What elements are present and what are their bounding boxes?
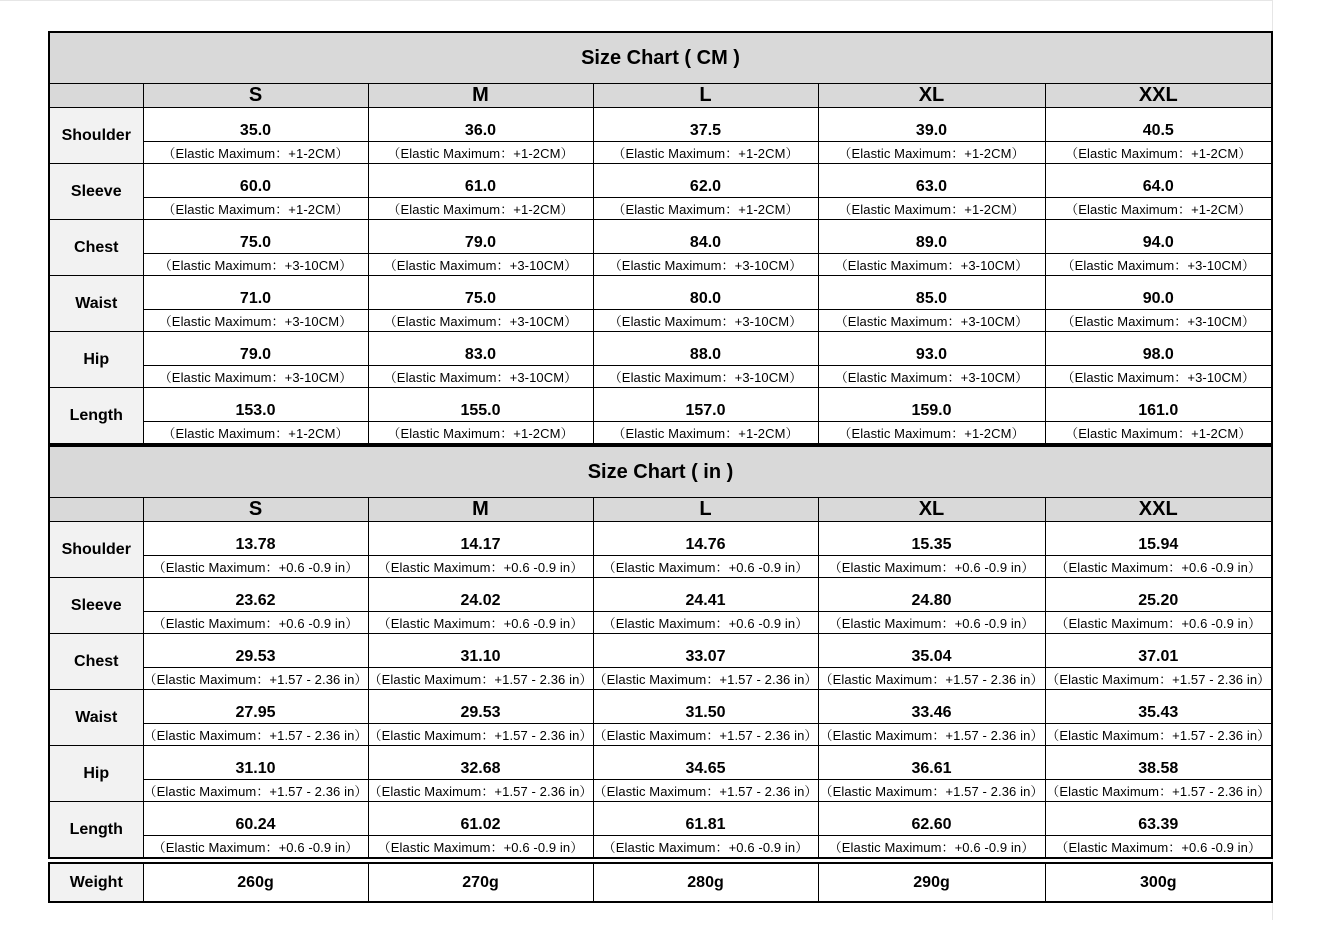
measurement-label: Sleeve — [49, 578, 143, 634]
size-header: M — [368, 84, 593, 108]
measurement-value: 90.0 — [1045, 276, 1272, 310]
elastic-note: （Elastic Maximum：+1.57 - 2.36 in） — [593, 668, 818, 690]
elastic-note: （Elastic Maximum：+0.6 -0.9 in） — [143, 556, 368, 578]
measurement-row — [49, 164, 1272, 198]
elastic-note: （Elastic Maximum：+3-10CM） — [368, 366, 593, 388]
measurement-value: 88.0 — [593, 332, 818, 366]
elastic-note: （Elastic Maximum：+1.57 - 2.36 in） — [593, 780, 818, 802]
measurement-value: 64.0 — [1045, 164, 1272, 198]
measurement-value: 98.0 — [1045, 332, 1272, 366]
size-chart-cm — [48, 31, 1273, 445]
title-row — [49, 32, 1272, 84]
measurement-label: Sleeve — [49, 164, 143, 220]
measurement-value: 15.35 — [818, 522, 1045, 556]
measurement-value: 63.39 — [1045, 802, 1272, 836]
elastic-note: （Elastic Maximum：+0.6 -0.9 in） — [143, 836, 368, 859]
measurement-value: 75.0 — [143, 220, 368, 254]
measurement-value: 75.0 — [368, 276, 593, 310]
elastic-note: （Elastic Maximum：+3-10CM） — [593, 310, 818, 332]
measurement-label: Length — [49, 388, 143, 445]
measurement-value: 23.62 — [143, 578, 368, 612]
elastic-note: （Elastic Maximum：+1.57 - 2.36 in） — [1045, 780, 1272, 802]
elastic-note: （Elastic Maximum：+3-10CM） — [143, 254, 368, 276]
elastic-note-row — [49, 422, 1272, 445]
elastic-note: （Elastic Maximum：+3-10CM） — [1045, 310, 1272, 332]
measurement-value: 14.76 — [593, 522, 818, 556]
measurement-value: 24.80 — [818, 578, 1045, 612]
size-header: XL — [818, 498, 1045, 522]
measurement-value: 80.0 — [593, 276, 818, 310]
elastic-note: （Elastic Maximum：+3-10CM） — [818, 366, 1045, 388]
elastic-note: （Elastic Maximum：+3-10CM） — [818, 310, 1045, 332]
elastic-note: （Elastic Maximum：+1-2CM） — [818, 198, 1045, 220]
chart-title: Size Chart ( in ) — [49, 446, 1272, 498]
elastic-note: （Elastic Maximum：+1.57 - 2.36 in） — [1045, 668, 1272, 690]
measurement-value: 35.04 — [818, 634, 1045, 668]
elastic-note: （Elastic Maximum：+0.6 -0.9 in） — [368, 836, 593, 859]
elastic-note-row — [49, 366, 1272, 388]
elastic-note: （Elastic Maximum：+1-2CM） — [368, 422, 593, 445]
measurement-value: 94.0 — [1045, 220, 1272, 254]
measurement-row — [49, 276, 1272, 310]
measurement-value: 31.50 — [593, 690, 818, 724]
measurement-label: Shoulder — [49, 108, 143, 164]
elastic-note: （Elastic Maximum：+3-10CM） — [818, 254, 1045, 276]
elastic-note-row — [49, 612, 1272, 634]
elastic-note: （Elastic Maximum：+1-2CM） — [1045, 198, 1272, 220]
elastic-note: （Elastic Maximum：+0.6 -0.9 in） — [1045, 836, 1272, 859]
measurement-row — [49, 522, 1272, 556]
measurement-value: 29.53 — [368, 690, 593, 724]
elastic-note: （Elastic Maximum：+0.6 -0.9 in） — [1045, 612, 1272, 634]
elastic-note: （Elastic Maximum：+1.57 - 2.36 in） — [143, 668, 368, 690]
elastic-note: （Elastic Maximum：+0.6 -0.9 in） — [143, 612, 368, 634]
measurement-label: Shoulder — [49, 522, 143, 578]
elastic-note: （Elastic Maximum：+3-10CM） — [593, 254, 818, 276]
measurement-value: 159.0 — [818, 388, 1045, 422]
size-header: XL — [818, 84, 1045, 108]
page-border-top — [0, 0, 1273, 1]
elastic-note-row — [49, 254, 1272, 276]
elastic-note: （Elastic Maximum：+1.57 - 2.36 in） — [818, 668, 1045, 690]
measurement-label: Chest — [49, 634, 143, 690]
measurement-value: 13.78 — [143, 522, 368, 556]
elastic-note: （Elastic Maximum：+1.57 - 2.36 in） — [593, 724, 818, 746]
elastic-note: （Elastic Maximum：+1-2CM） — [593, 142, 818, 164]
elastic-note-row — [49, 724, 1272, 746]
elastic-note-row — [49, 556, 1272, 578]
measurement-row — [49, 108, 1272, 142]
elastic-note: （Elastic Maximum：+1.57 - 2.36 in） — [143, 724, 368, 746]
elastic-note: （Elastic Maximum：+1.57 - 2.36 in） — [368, 724, 593, 746]
elastic-note: （Elastic Maximum：+1-2CM） — [368, 198, 593, 220]
elastic-note: （Elastic Maximum：+1-2CM） — [368, 142, 593, 164]
measurement-row — [49, 578, 1272, 612]
chart-title: Size Chart ( CM ) — [49, 32, 1272, 84]
measurement-row — [49, 388, 1272, 422]
measurement-value: 40.5 — [1045, 108, 1272, 142]
elastic-note: （Elastic Maximum：+0.6 -0.9 in） — [593, 836, 818, 859]
elastic-note: （Elastic Maximum：+1-2CM） — [818, 422, 1045, 445]
measurement-label: Hip — [49, 332, 143, 388]
weight-value: 300g — [1045, 863, 1272, 902]
measurement-value: 61.0 — [368, 164, 593, 198]
elastic-note-row — [49, 310, 1272, 332]
measurement-value: 84.0 — [593, 220, 818, 254]
measurement-value: 37.5 — [593, 108, 818, 142]
elastic-note-row — [49, 668, 1272, 690]
measurement-value: 29.53 — [143, 634, 368, 668]
measurement-value: 34.65 — [593, 746, 818, 780]
measurement-label: Waist — [49, 690, 143, 746]
measurement-value: 33.07 — [593, 634, 818, 668]
measurement-value: 79.0 — [143, 332, 368, 366]
measurement-value: 62.0 — [593, 164, 818, 198]
measurement-value: 155.0 — [368, 388, 593, 422]
measurement-value: 31.10 — [368, 634, 593, 668]
measurement-value: 25.20 — [1045, 578, 1272, 612]
weight-value: 280g — [593, 863, 818, 902]
elastic-note: （Elastic Maximum：+0.6 -0.9 in） — [593, 612, 818, 634]
size-header: XXL — [1045, 498, 1272, 522]
elastic-note: （Elastic Maximum：+1.57 - 2.36 in） — [1045, 724, 1272, 746]
measurement-value: 61.81 — [593, 802, 818, 836]
measurement-value: 33.46 — [818, 690, 1045, 724]
weight-value: 270g — [368, 863, 593, 902]
measurement-value: 36.61 — [818, 746, 1045, 780]
elastic-note: （Elastic Maximum：+1.57 - 2.36 in） — [368, 668, 593, 690]
elastic-note: （Elastic Maximum：+0.6 -0.9 in） — [818, 556, 1045, 578]
weight-value: 290g — [818, 863, 1045, 902]
elastic-note: （Elastic Maximum：+1-2CM） — [1045, 422, 1272, 445]
size-header-row — [49, 84, 1272, 108]
size-header: L — [593, 498, 818, 522]
elastic-note: （Elastic Maximum：+1-2CM） — [593, 422, 818, 445]
measurement-value: 79.0 — [368, 220, 593, 254]
elastic-note: （Elastic Maximum：+0.6 -0.9 in） — [818, 612, 1045, 634]
weight-table — [48, 862, 1273, 903]
measurement-value: 157.0 — [593, 388, 818, 422]
measurement-value: 27.95 — [143, 690, 368, 724]
size-header: M — [368, 498, 593, 522]
measurement-value: 24.41 — [593, 578, 818, 612]
elastic-note: （Elastic Maximum：+0.6 -0.9 in） — [593, 556, 818, 578]
measurement-value: 161.0 — [1045, 388, 1272, 422]
measurement-label: Chest — [49, 220, 143, 276]
elastic-note: （Elastic Maximum：+3-10CM） — [1045, 254, 1272, 276]
elastic-note: （Elastic Maximum：+1.57 - 2.36 in） — [368, 780, 593, 802]
elastic-note: （Elastic Maximum：+3-10CM） — [593, 366, 818, 388]
elastic-note: （Elastic Maximum：+3-10CM） — [368, 310, 593, 332]
measurement-value: 60.0 — [143, 164, 368, 198]
title-row — [49, 446, 1272, 498]
elastic-note: （Elastic Maximum：+3-10CM） — [1045, 366, 1272, 388]
elastic-note: （Elastic Maximum：+0.6 -0.9 in） — [368, 556, 593, 578]
measurement-value: 24.02 — [368, 578, 593, 612]
measurement-row — [49, 746, 1272, 780]
measurement-value: 38.58 — [1045, 746, 1272, 780]
size-header: XXL — [1045, 84, 1272, 108]
measurement-row — [49, 690, 1272, 724]
elastic-note: （Elastic Maximum：+1-2CM） — [818, 142, 1045, 164]
measurement-value: 60.24 — [143, 802, 368, 836]
measurement-value: 85.0 — [818, 276, 1045, 310]
measurement-value: 36.0 — [368, 108, 593, 142]
elastic-note-row — [49, 142, 1272, 164]
elastic-note: （Elastic Maximum：+1.57 - 2.36 in） — [143, 780, 368, 802]
measurement-label: Length — [49, 802, 143, 859]
measurement-row — [49, 802, 1272, 836]
size-chart-in — [48, 445, 1273, 859]
measurement-value: 35.43 — [1045, 690, 1272, 724]
size-header: S — [143, 84, 368, 108]
measurement-row — [49, 220, 1272, 254]
measurement-value: 37.01 — [1045, 634, 1272, 668]
weight-value: 260g — [143, 863, 368, 902]
measurement-value: 62.60 — [818, 802, 1045, 836]
elastic-note: （Elastic Maximum：+0.6 -0.9 in） — [1045, 556, 1272, 578]
elastic-note: （Elastic Maximum：+1.57 - 2.36 in） — [818, 724, 1045, 746]
elastic-note: （Elastic Maximum：+0.6 -0.9 in） — [368, 612, 593, 634]
elastic-note: （Elastic Maximum：+1-2CM） — [1045, 142, 1272, 164]
measurement-value: 153.0 — [143, 388, 368, 422]
measurement-value: 32.68 — [368, 746, 593, 780]
elastic-note-row — [49, 780, 1272, 802]
elastic-note: （Elastic Maximum：+1-2CM） — [143, 198, 368, 220]
measurement-value: 31.10 — [143, 746, 368, 780]
measurement-row — [49, 332, 1272, 366]
measurement-value: 93.0 — [818, 332, 1045, 366]
elastic-note: （Elastic Maximum：+3-10CM） — [368, 254, 593, 276]
elastic-note: （Elastic Maximum：+1.57 - 2.36 in） — [818, 780, 1045, 802]
measurement-value: 39.0 — [818, 108, 1045, 142]
measurement-value: 83.0 — [368, 332, 593, 366]
header-corner-cell — [49, 84, 143, 108]
measurement-value: 14.17 — [368, 522, 593, 556]
measurement-value: 35.0 — [143, 108, 368, 142]
measurement-label: Waist — [49, 276, 143, 332]
elastic-note: （Elastic Maximum：+3-10CM） — [143, 366, 368, 388]
elastic-note: （Elastic Maximum：+1-2CM） — [143, 422, 368, 445]
header-corner-cell — [49, 498, 143, 522]
size-header: L — [593, 84, 818, 108]
measurement-value: 89.0 — [818, 220, 1045, 254]
elastic-note: （Elastic Maximum：+1-2CM） — [593, 198, 818, 220]
measurement-row — [49, 634, 1272, 668]
elastic-note-row — [49, 198, 1272, 220]
measurement-label: Hip — [49, 746, 143, 802]
measurement-value: 15.94 — [1045, 522, 1272, 556]
measurement-value: 71.0 — [143, 276, 368, 310]
measurement-value: 61.02 — [368, 802, 593, 836]
size-header-row — [49, 498, 1272, 522]
elastic-note: （Elastic Maximum：+1-2CM） — [143, 142, 368, 164]
elastic-note: （Elastic Maximum：+0.6 -0.9 in） — [818, 836, 1045, 859]
weight-row — [49, 863, 1272, 902]
elastic-note: （Elastic Maximum：+3-10CM） — [143, 310, 368, 332]
measurement-value: 63.0 — [818, 164, 1045, 198]
weight-label: Weight — [49, 863, 143, 902]
elastic-note-row — [49, 836, 1272, 859]
size-header: S — [143, 498, 368, 522]
